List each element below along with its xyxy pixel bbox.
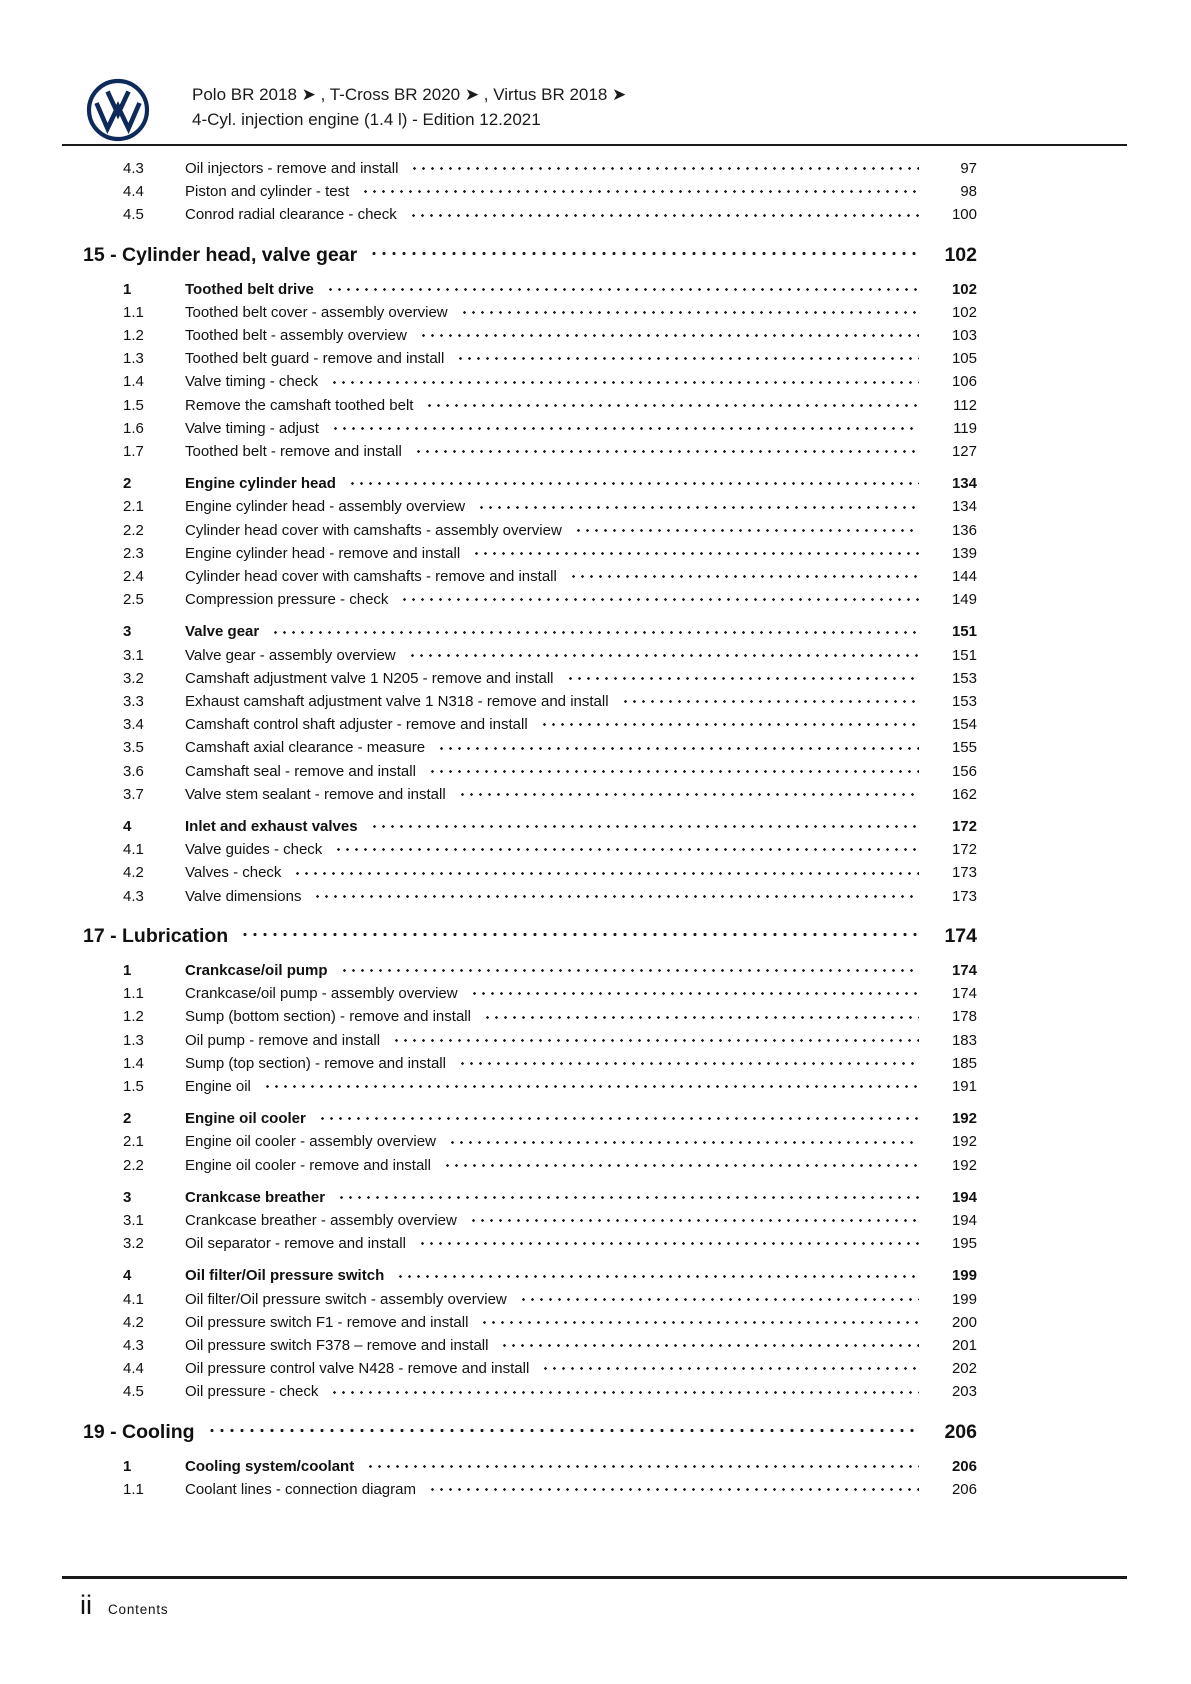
toc-entry — [83, 324, 977, 347]
dot-leader — [443, 1162, 919, 1177]
toc-entry — [83, 542, 977, 565]
entry-number: 4.2 — [123, 864, 144, 882]
toc-entry — [83, 1232, 977, 1255]
entry-number: 3.2 — [123, 1235, 144, 1253]
entry-page: 174 — [951, 961, 977, 979]
entry-title: Cylinder head cover with camshafts - assembly overview — [185, 521, 562, 539]
entry-number: 3.3 — [123, 693, 144, 711]
entry-title: Engine oil — [185, 1077, 251, 1095]
dot-leader — [574, 527, 919, 542]
dot-leader — [418, 1240, 919, 1255]
entry-page: 154 — [951, 716, 977, 734]
entry-title: Cylinder head cover with camshafts - remove and install — [185, 568, 557, 586]
entry-number: 3.6 — [123, 762, 144, 780]
entry-title: Oil pressure - check — [185, 1383, 319, 1401]
entry-page: 192 — [951, 1156, 977, 1174]
dot-leader — [541, 1365, 919, 1380]
entry-title: Valve timing - check — [185, 373, 319, 391]
entry-number: 1.5 — [123, 396, 144, 414]
entry-page: 151 — [951, 623, 977, 641]
entry-number: 3.4 — [123, 716, 144, 734]
entry-title: Valve stem sealant - remove and install — [185, 785, 446, 803]
dot-leader — [366, 1463, 919, 1478]
entry-page: 199 — [951, 1290, 977, 1308]
dot-leader — [400, 596, 919, 611]
entry-number: 1.7 — [123, 443, 144, 461]
dot-leader — [456, 355, 919, 370]
entry-number: 2.2 — [123, 521, 144, 539]
dot-leader — [392, 1037, 919, 1052]
dot-leader — [330, 379, 919, 394]
entry-page: 106 — [951, 373, 977, 391]
entry-page: 173 — [951, 864, 977, 882]
entry-title: Compression pressure - check — [185, 591, 389, 609]
entry-title: Oil separator - remove and install — [185, 1235, 406, 1253]
entry-page: 112 — [953, 396, 977, 414]
entry-number: 2 — [123, 1110, 132, 1128]
entry-title: Remove the camshaft toothed belt — [185, 396, 414, 414]
entry-page: 149 — [951, 591, 977, 609]
entry-page: 134 — [951, 475, 977, 493]
entry-title: Crankcase/oil pump — [185, 961, 328, 979]
entry-number: 2.1 — [123, 498, 144, 516]
entry-title: Crankcase breather - assembly overview — [185, 1211, 457, 1229]
dot-leader — [419, 332, 919, 347]
header-edition: 4-Cyl. injection engine (1.4 l) - Edition 12.2021 — [192, 110, 541, 129]
entry-number: 1.3 — [123, 350, 144, 368]
entry-number: 2.1 — [123, 1133, 144, 1151]
dot-leader — [500, 1342, 919, 1357]
entry-number: 1.1 — [123, 985, 144, 1003]
dot-leader — [469, 1217, 919, 1232]
toc-entry — [83, 815, 977, 838]
entry-page: 183 — [951, 1031, 977, 1049]
toc-entry — [83, 1357, 977, 1380]
entry-title: Oil pressure switch F1 - remove and install — [185, 1313, 469, 1331]
dot-leader — [437, 745, 919, 760]
page-header — [62, 78, 1127, 142]
dot-leader — [271, 629, 919, 644]
entry-page: 162 — [951, 785, 977, 803]
entry-page: 156 — [951, 762, 977, 780]
entry-number: 2.2 — [123, 1156, 144, 1174]
entry-page: 139 — [951, 544, 977, 562]
entry-title: Coolant lines - connection diagram — [185, 1480, 416, 1498]
entry-page: 174 — [951, 985, 977, 1003]
toc-entry — [83, 242, 977, 269]
footer-page-number: ii — [80, 1590, 92, 1620]
toc-entry — [83, 1419, 977, 1446]
dot-leader — [263, 1083, 919, 1098]
entry-title: Engine cylinder head - assembly overview — [185, 498, 466, 516]
entry-page: 178 — [951, 1008, 977, 1026]
entry-number: 4.5 — [123, 1383, 144, 1401]
dot-leader — [569, 573, 919, 588]
dot-leader — [621, 698, 919, 713]
dot-leader — [460, 309, 919, 324]
entry-number: 3 — [123, 623, 132, 641]
entry-number: 1 — [123, 961, 132, 979]
toc-entry — [83, 472, 977, 495]
toc-entry — [83, 667, 977, 690]
toc-entry — [83, 838, 977, 861]
vw-logo-icon — [86, 78, 150, 142]
toc-entry — [83, 394, 977, 417]
dot-leader — [519, 1296, 919, 1311]
toc-entry — [83, 783, 977, 806]
entry-number: 1.1 — [123, 1480, 144, 1498]
entry-number: 3.2 — [123, 669, 144, 687]
dot-leader — [483, 1014, 919, 1029]
toc-entry — [83, 982, 977, 1005]
dot-leader — [370, 823, 919, 838]
entry-title: Camshaft seal - remove and install — [185, 762, 416, 780]
toc-entry — [83, 1455, 977, 1478]
dot-leader — [540, 721, 919, 736]
entry-number: 3.7 — [123, 785, 144, 803]
entry-page: 98 — [960, 183, 977, 201]
entry-page: 172 — [951, 841, 977, 859]
entry-page: 191 — [951, 1077, 977, 1095]
entry-title: 15 - Cylinder head, valve gear — [83, 243, 358, 266]
entry-page: 172 — [951, 818, 977, 836]
toc-entry — [83, 203, 977, 226]
entry-number: 4.3 — [123, 1336, 144, 1354]
dot-leader — [566, 675, 919, 690]
toc-entry — [83, 644, 977, 667]
entry-title: Crankcase/oil pump - assembly overview — [185, 985, 458, 1003]
dot-leader — [340, 967, 919, 982]
entry-page: 206 — [951, 1480, 977, 1498]
toc-entry — [83, 1005, 977, 1028]
entry-page: 174 — [944, 924, 977, 947]
dot-leader — [470, 990, 919, 1005]
toc-entry — [83, 1288, 977, 1311]
dot-leader — [331, 425, 919, 440]
entry-number: 1.3 — [123, 1031, 144, 1049]
entry-page: 153 — [951, 693, 977, 711]
dot-leader — [425, 402, 919, 417]
entry-page: 119 — [953, 419, 977, 437]
entry-page: 173 — [951, 887, 977, 905]
dot-leader — [334, 846, 919, 861]
dot-leader — [472, 550, 919, 565]
toc-entry — [83, 1107, 977, 1130]
entry-page: 102 — [944, 243, 977, 266]
dot-leader — [348, 480, 919, 495]
entry-title: Oil filter/Oil pressure switch — [185, 1267, 385, 1285]
entry-title: Camshaft axial clearance - measure — [185, 739, 426, 757]
dot-leader — [428, 768, 919, 783]
entry-page: 97 — [960, 160, 977, 177]
toc-entry — [83, 923, 977, 950]
entry-title: Camshaft adjustment valve 1 N205 - remove and install — [185, 669, 554, 687]
toc-entry — [83, 519, 977, 542]
entry-number: 1.2 — [123, 327, 144, 345]
entry-title: Valve dimensions — [185, 887, 302, 905]
entry-number: 1 — [123, 1457, 132, 1475]
toc-entry — [83, 1075, 977, 1098]
toc-entry — [83, 760, 977, 783]
entry-title: Toothed belt - assembly overview — [185, 327, 407, 345]
entry-page: 103 — [951, 327, 977, 345]
entry-title: Oil pump - remove and install — [185, 1031, 381, 1049]
entry-title: Oil pressure switch F378 – remove and install — [185, 1336, 489, 1354]
toc-entry — [83, 588, 977, 611]
dot-leader — [313, 893, 919, 908]
entry-number: 4.3 — [123, 160, 144, 177]
entry-title: Engine oil cooler - assembly overview — [185, 1133, 436, 1151]
entry-number: 1 — [123, 280, 132, 298]
entry-title: Oil filter/Oil pressure switch - assembly overview — [185, 1290, 507, 1308]
dot-leader — [408, 652, 919, 667]
entry-title: Exhaust camshaft adjustment valve 1 N318 - remove and install — [185, 693, 609, 711]
dot-leader — [326, 286, 919, 301]
entry-page: 144 — [951, 568, 977, 586]
table-of-contents — [83, 157, 977, 1501]
toc-entry — [83, 620, 977, 643]
dot-leader — [207, 1426, 919, 1446]
toc-entry — [83, 417, 977, 440]
entry-number: 1.4 — [123, 1054, 144, 1072]
entry-title: Valves - check — [185, 864, 282, 882]
toc-entry — [83, 347, 977, 370]
entry-page: 100 — [951, 206, 977, 224]
entry-title: Engine cylinder head — [185, 475, 336, 493]
toc-entry — [83, 157, 977, 180]
toc-entry — [83, 1334, 977, 1357]
entry-title: Sump (top section) - remove and install — [185, 1054, 446, 1072]
entry-page: 194 — [951, 1188, 977, 1206]
entry-page: 153 — [951, 669, 977, 687]
entry-page: 136 — [951, 521, 977, 539]
entry-title: Engine oil cooler - remove and install — [185, 1156, 431, 1174]
toc-entry — [83, 1029, 977, 1052]
entry-page: 127 — [951, 443, 977, 461]
entry-number: 4.1 — [123, 841, 144, 859]
toc-entry — [83, 1264, 977, 1287]
entry-page: 202 — [951, 1360, 977, 1378]
toc-entry — [83, 1052, 977, 1075]
entry-page: 134 — [951, 498, 977, 516]
dot-leader — [318, 1115, 919, 1130]
toc-entry — [83, 1380, 977, 1403]
entry-title: Camshaft control shaft adjuster - remove and install — [185, 716, 528, 734]
entry-page: 105 — [951, 350, 977, 368]
entry-number: 1.2 — [123, 1008, 144, 1026]
entry-page: 102 — [951, 303, 977, 321]
header-models: Polo BR 2018 ➤ , T-Cross BR 2020 ➤ , Virtus BR 2018 ➤ — [192, 85, 627, 104]
dot-leader — [428, 1486, 919, 1501]
dot-leader — [410, 165, 919, 180]
entry-number: 1.5 — [123, 1077, 144, 1095]
entry-title: Engine cylinder head - remove and install — [185, 544, 461, 562]
entry-title: Valve timing - adjust — [185, 419, 319, 437]
toc-entry — [83, 1311, 977, 1334]
footer-divider — [62, 1576, 1127, 1579]
entry-title: Inlet and exhaust valves — [185, 818, 358, 836]
entry-number: 4.3 — [123, 887, 144, 905]
toc-entry — [83, 1154, 977, 1177]
entry-page: 206 — [944, 1420, 977, 1443]
entry-number: 4 — [123, 1267, 132, 1285]
entry-number: 3.1 — [123, 1211, 144, 1229]
entry-page: 155 — [951, 739, 977, 757]
entry-title: Crankcase breather — [185, 1188, 326, 1206]
entry-title: Valve gear — [185, 623, 260, 641]
dot-leader — [240, 930, 919, 950]
toc-entry — [83, 278, 977, 301]
entry-number: 2.4 — [123, 568, 144, 586]
entry-title: Toothed belt - remove and install — [185, 443, 402, 461]
toc-entry — [83, 959, 977, 982]
entry-title: 19 - Cooling — [83, 1420, 195, 1443]
toc-entry — [83, 690, 977, 713]
toc-entry — [83, 495, 977, 518]
entry-title: Toothed belt cover - assembly overview — [185, 303, 448, 321]
entry-number: 1.6 — [123, 419, 144, 437]
entry-number: 2.5 — [123, 591, 144, 609]
entry-title: Piston and cylinder - test — [185, 183, 350, 201]
dot-leader — [361, 188, 919, 203]
dot-leader — [448, 1139, 919, 1154]
dot-leader — [414, 448, 919, 463]
entry-page: 195 — [951, 1235, 977, 1253]
entry-number: 4.1 — [123, 1290, 144, 1308]
toc-entry — [83, 1478, 977, 1501]
entry-title: Oil pressure control valve N428 - remove and install — [185, 1360, 530, 1378]
dot-leader — [458, 791, 919, 806]
toc-entry — [83, 1186, 977, 1209]
entry-page: 194 — [951, 1211, 977, 1229]
entry-title: Valve gear - assembly overview — [185, 646, 396, 664]
dot-leader — [458, 1060, 919, 1075]
entry-title: Engine oil cooler — [185, 1110, 306, 1128]
header-divider — [62, 144, 1127, 146]
toc-entry — [83, 370, 977, 393]
entry-number: 1.1 — [123, 303, 144, 321]
entry-title: Conrod radial clearance - check — [185, 206, 397, 224]
entry-title: Toothed belt guard - remove and install — [185, 350, 445, 368]
page-footer — [62, 1590, 1127, 1620]
entry-number: 2.3 — [123, 544, 144, 562]
entry-page: 185 — [951, 1054, 977, 1072]
entry-number: 4.2 — [123, 1313, 144, 1331]
dot-leader — [409, 212, 919, 227]
toc-entry — [83, 1209, 977, 1232]
toc-entry — [83, 1130, 977, 1153]
toc-entry — [83, 301, 977, 324]
entry-page: 203 — [951, 1383, 977, 1401]
dot-leader — [480, 1319, 919, 1334]
dot-leader — [477, 504, 919, 519]
dot-leader — [293, 870, 919, 885]
entry-number: 4.4 — [123, 1360, 144, 1378]
dot-leader — [396, 1273, 919, 1288]
entry-title: 17 - Lubrication — [83, 924, 229, 947]
entry-page: 192 — [951, 1133, 977, 1151]
toc-entry — [83, 861, 977, 884]
entry-number: 1.4 — [123, 373, 144, 391]
entry-title: Cooling system/coolant — [185, 1457, 355, 1475]
entry-title: Oil injectors - remove and install — [185, 160, 399, 177]
entry-number: 4.5 — [123, 206, 144, 224]
entry-title: Toothed belt drive — [185, 280, 314, 298]
entry-page: 151 — [951, 646, 977, 664]
dot-leader — [369, 249, 919, 269]
entry-number: 2 — [123, 475, 132, 493]
entry-page: 199 — [951, 1267, 977, 1285]
entry-number: 4 — [123, 818, 132, 836]
entry-page: 206 — [951, 1457, 977, 1475]
entry-number: 3.5 — [123, 739, 144, 757]
dot-leader — [337, 1194, 919, 1209]
entry-number: 3 — [123, 1188, 132, 1206]
toc-entry — [83, 180, 977, 203]
entry-page: 102 — [951, 280, 977, 298]
entry-page: 201 — [951, 1336, 977, 1354]
entry-number: 3.1 — [123, 646, 144, 664]
entry-title: Sump (bottom section) - remove and install — [185, 1008, 471, 1026]
dot-leader — [330, 1389, 919, 1404]
toc-entry — [83, 736, 977, 759]
footer-contents-label: Contents — [108, 1602, 169, 1617]
header-text-block — [192, 78, 626, 132]
entry-page: 200 — [951, 1313, 977, 1331]
toc-entry — [83, 565, 977, 588]
toc-entry — [83, 440, 977, 463]
entry-number: 4.4 — [123, 183, 144, 201]
toc-entry — [83, 713, 977, 736]
entry-page: 192 — [951, 1110, 977, 1128]
entry-title: Valve guides - check — [185, 841, 323, 859]
toc-entry — [83, 885, 977, 908]
